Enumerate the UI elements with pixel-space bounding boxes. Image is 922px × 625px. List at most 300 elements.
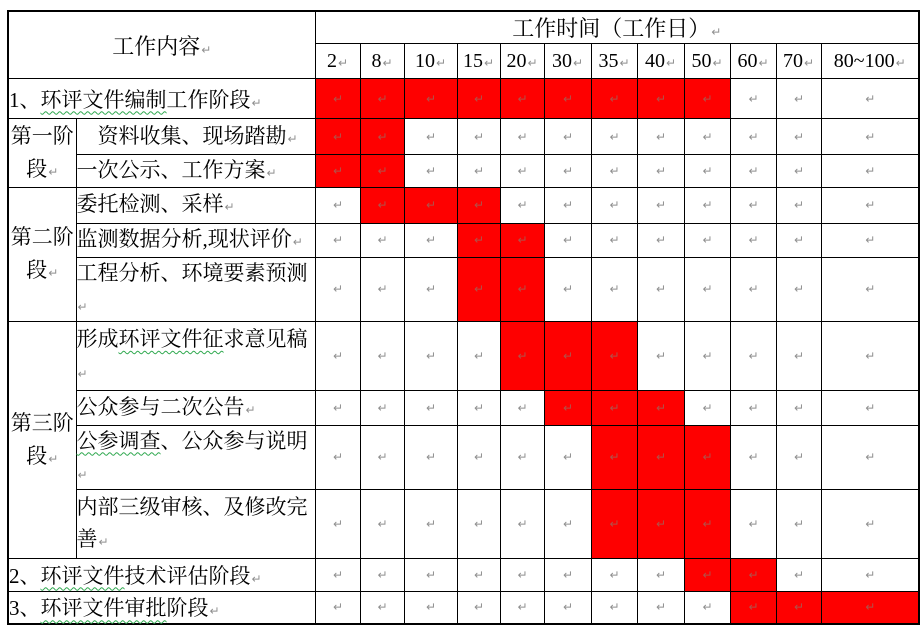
- paragraph-mark-icon: ↵: [865, 348, 876, 363]
- paragraph-mark-icon: ↵: [473, 198, 485, 212]
- gantt-cell: [360, 591, 404, 624]
- gantt-bar-cell: [544, 390, 591, 425]
- gantt-cell: [404, 425, 457, 489]
- gantt-cell: [730, 390, 776, 425]
- gantt-cell: [315, 257, 360, 321]
- gantt-cell: [730, 187, 776, 223]
- paragraph-mark-icon: ↵: [655, 516, 667, 531]
- paragraph-mark-icon: ↵: [251, 571, 262, 586]
- schedule-row: [8, 425, 919, 489]
- paragraph-mark-icon: ↵: [48, 451, 59, 466]
- gantt-cell: [591, 558, 637, 591]
- paragraph-mark-icon: ↵: [702, 91, 713, 106]
- gantt-cell: [315, 425, 360, 489]
- paragraph-mark-icon: ↵: [425, 450, 437, 464]
- task-label: [76, 119, 315, 155]
- paragraph-mark-icon: ↵: [517, 450, 528, 464]
- gantt-cell: [730, 79, 776, 119]
- gantt-cell: [821, 558, 919, 591]
- paragraph-mark-icon: ↵: [655, 348, 667, 363]
- paragraph-mark-icon: ↵: [793, 400, 805, 415]
- paragraph-mark-icon: ↵: [609, 516, 620, 531]
- paragraph-mark-icon: ↵: [209, 604, 220, 619]
- gantt-cell: [404, 591, 457, 624]
- paragraph-mark-icon: ↵: [702, 516, 713, 531]
- header-time-title: [315, 11, 919, 44]
- paragraph-mark-icon: ↵: [748, 516, 759, 531]
- task-label: [76, 223, 315, 257]
- phase-label: [8, 187, 76, 321]
- phase-label: [8, 321, 76, 558]
- gantt-cell: [404, 558, 457, 591]
- gantt-cell: [500, 119, 544, 155]
- paragraph-mark-icon: ↵: [377, 282, 388, 296]
- paragraph-mark-icon: ↵: [201, 42, 212, 57]
- paragraph-mark-icon: ↵: [425, 516, 437, 531]
- gantt-cell: [684, 223, 730, 257]
- paragraph-mark-icon: ↵: [748, 400, 759, 415]
- gantt-cell: [684, 155, 730, 188]
- gantt-bar-cell: [360, 79, 404, 119]
- paragraph-mark-icon: ↵: [425, 567, 437, 582]
- paragraph-mark-icon: ↵: [793, 348, 805, 363]
- paragraph-mark-icon: ↵: [377, 233, 388, 247]
- paragraph-mark-icon: ↵: [332, 567, 344, 582]
- phase-text: 第一阶段: [10, 124, 74, 181]
- paragraph-mark-icon: ↵: [562, 600, 574, 615]
- paragraph-mark-icon: ↵: [377, 91, 388, 106]
- gantt-cell: [776, 425, 821, 489]
- paragraph-mark-icon: ↵: [435, 55, 447, 70]
- paragraph-mark-icon: ↵: [562, 163, 574, 178]
- gantt-bar-cell: [684, 425, 730, 489]
- schedule-row: [8, 155, 919, 188]
- paragraph-mark-icon: ↵: [425, 163, 437, 178]
- gantt-bar-cell: [684, 558, 730, 591]
- time-column-label: 15: [462, 49, 483, 72]
- paragraph-mark-icon: ↵: [609, 600, 620, 615]
- paragraph-mark-icon: ↵: [517, 516, 528, 531]
- paragraph-mark-icon: ↵: [702, 198, 713, 212]
- gantt-cell: [315, 591, 360, 624]
- gantt-bar-cell: [500, 257, 544, 321]
- paragraph-mark-icon: ↵: [793, 567, 805, 582]
- gantt-bar-cell: [637, 425, 684, 489]
- gantt-bar-cell: [591, 489, 637, 558]
- phase-label: [8, 119, 76, 188]
- gantt-bar-cell: [360, 119, 404, 155]
- gantt-cell: [637, 223, 684, 257]
- gantt-bar-cell: [821, 591, 919, 624]
- row-label: [8, 79, 315, 119]
- paragraph-mark-icon: ↵: [332, 233, 344, 247]
- schedule-row: [8, 489, 919, 558]
- gantt-bar-cell: [591, 390, 637, 425]
- paragraph-mark-icon: ↵: [865, 450, 876, 464]
- gantt-cell: [591, 187, 637, 223]
- gantt-cell: [776, 155, 821, 188]
- paragraph-mark-icon: ↵: [865, 198, 876, 212]
- misspelled-text: 公参调查: [76, 428, 161, 453]
- gantt-cell: [544, 119, 591, 155]
- time-column-label: 40: [644, 49, 665, 72]
- gantt-cell: [821, 79, 919, 119]
- paragraph-mark-icon: ↵: [425, 282, 437, 296]
- phase-text: 第二阶段: [10, 225, 74, 282]
- paragraph-mark-icon: ↵: [803, 55, 815, 70]
- paragraph-mark-icon: ↵: [562, 91, 574, 106]
- gantt-cell: [500, 425, 544, 489]
- paragraph-mark-icon: ↵: [702, 129, 713, 144]
- paragraph-mark-icon: ↵: [572, 55, 584, 70]
- task-label: [76, 489, 315, 558]
- gantt-cell: [591, 119, 637, 155]
- gantt-cell: [544, 187, 591, 223]
- gantt-cell: [637, 558, 684, 591]
- gantt-cell: [404, 257, 457, 321]
- paragraph-mark-icon: ↵: [332, 600, 344, 615]
- time-column-header: [457, 44, 500, 79]
- paragraph-mark-icon: ↵: [562, 400, 574, 415]
- schedule-body: [8, 79, 919, 625]
- paragraph-mark-icon: ↵: [665, 55, 677, 70]
- paragraph-mark-icon: ↵: [473, 91, 485, 106]
- paragraph-mark-icon: ↵: [702, 348, 713, 363]
- gantt-bar-cell: [315, 155, 360, 188]
- gantt-cell: [730, 119, 776, 155]
- gantt-cell: [730, 425, 776, 489]
- gantt-bar-cell: [591, 79, 637, 119]
- gantt-cell: [457, 155, 500, 188]
- gantt-cell: [544, 558, 591, 591]
- gantt-cell: [776, 489, 821, 558]
- paragraph-mark-icon: ↵: [758, 55, 769, 70]
- schedule-row: [8, 187, 919, 223]
- label-text: 、公众参与说明: [160, 428, 308, 453]
- paragraph-mark-icon: ↵: [562, 233, 574, 247]
- gantt-cell: [637, 187, 684, 223]
- paragraph-mark-icon: ↵: [517, 129, 528, 144]
- label-text: 内部三级审核、及修改完善: [76, 495, 308, 551]
- gantt-bar-cell: [315, 119, 360, 155]
- gantt-cell: [684, 257, 730, 321]
- gantt-cell: [821, 390, 919, 425]
- paragraph-mark-icon: ↵: [793, 450, 805, 464]
- phase-text: 第三阶段: [10, 410, 74, 468]
- paragraph-mark-icon: ↵: [377, 450, 388, 464]
- paragraph-mark-icon: ↵: [517, 400, 528, 415]
- time-column-header: [315, 44, 360, 79]
- paragraph-mark-icon: ↵: [748, 233, 759, 247]
- gantt-cell: [404, 321, 457, 390]
- paragraph-mark-icon: ↵: [793, 233, 805, 247]
- gantt-bar-cell: [684, 79, 730, 119]
- paragraph-mark-icon: ↵: [655, 282, 667, 296]
- gantt-cell: [500, 489, 544, 558]
- time-column-header: [544, 44, 591, 79]
- label-text: 工程分析、环境要素预测: [76, 260, 308, 285]
- gantt-bar-cell: [360, 155, 404, 188]
- gantt-bar-cell: [315, 79, 360, 119]
- gantt-cell: [591, 257, 637, 321]
- paragraph-mark-icon: ↵: [748, 450, 759, 464]
- paragraph-mark-icon: ↵: [377, 567, 388, 582]
- gantt-cell: [730, 223, 776, 257]
- task-label: [76, 257, 315, 321]
- paragraph-mark-icon: ↵: [517, 163, 528, 178]
- paragraph-mark-icon: ↵: [702, 163, 713, 178]
- paragraph-mark-icon: ↵: [562, 129, 574, 144]
- label-text: 一次公示、工作方案: [76, 158, 266, 182]
- time-column-label: 35: [598, 49, 619, 72]
- paragraph-mark-icon: ↵: [377, 129, 388, 144]
- gantt-bar-cell: [730, 591, 776, 624]
- label-text: 技术评估阶段: [124, 563, 251, 588]
- paragraph-mark-icon: ↵: [702, 282, 713, 296]
- gantt-cell: [730, 489, 776, 558]
- paragraph-mark-icon: ↵: [609, 163, 620, 178]
- task-label: [76, 390, 315, 425]
- gantt-cell: [500, 155, 544, 188]
- misspelled-text: 环评文件征: [118, 327, 224, 351]
- paragraph-mark-icon: ↵: [609, 567, 620, 582]
- gantt-cell: [544, 155, 591, 188]
- gantt-cell: [776, 79, 821, 119]
- paragraph-mark-icon: ↵: [332, 198, 344, 212]
- paragraph-mark-icon: ↵: [609, 198, 620, 212]
- label-text: 形成: [76, 327, 119, 351]
- task-label: [76, 187, 315, 223]
- gantt-cell: [821, 155, 919, 188]
- paragraph-mark-icon: ↵: [793, 163, 805, 178]
- paragraph-mark-icon: ↵: [473, 600, 485, 615]
- misspelled-text: 环评文件审批: [40, 596, 167, 621]
- paragraph-mark-icon: ↵: [473, 282, 485, 296]
- gantt-cell: [404, 489, 457, 558]
- time-column-header: [730, 44, 776, 79]
- paragraph-mark-icon: ↵: [562, 567, 574, 582]
- paragraph-mark-icon: ↵: [425, 91, 437, 106]
- gantt-cell: [457, 425, 500, 489]
- paragraph-mark-icon: ↵: [655, 129, 667, 144]
- gantt-cell: [404, 223, 457, 257]
- work-content-label: 工作内容: [112, 33, 201, 59]
- paragraph-mark-icon: ↵: [748, 567, 759, 582]
- time-column-label: 60: [737, 49, 758, 72]
- paragraph-mark-icon: ↵: [702, 233, 713, 247]
- paragraph-mark-icon: ↵: [332, 91, 344, 106]
- paragraph-mark-icon: ↵: [655, 567, 667, 582]
- paragraph-mark-icon: ↵: [655, 450, 667, 464]
- paragraph-mark-icon: ↵: [609, 282, 620, 296]
- row-label: [8, 591, 315, 624]
- time-column-header: [500, 44, 544, 79]
- time-title-label: 工作时间（工作日）: [512, 16, 711, 41]
- label-text: 2、: [9, 563, 41, 588]
- gantt-cell: [730, 257, 776, 321]
- gantt-bar-cell: [544, 79, 591, 119]
- paragraph-mark-icon: ↵: [793, 198, 805, 212]
- paragraph-mark-icon: ↵: [77, 468, 88, 482]
- paragraph-mark-icon: ↵: [562, 282, 574, 296]
- paragraph-mark-icon: ↵: [377, 198, 388, 212]
- schedule-row: [8, 257, 919, 321]
- gantt-cell: [500, 558, 544, 591]
- paragraph-mark-icon: ↵: [702, 600, 713, 615]
- gantt-cell: [315, 223, 360, 257]
- gantt-cell: [684, 119, 730, 155]
- paragraph-mark-icon: ↵: [266, 166, 277, 180]
- paragraph-mark-icon: ↵: [895, 55, 906, 70]
- time-column-label: 50: [691, 49, 712, 72]
- label-text: 公众参与二次公告: [76, 394, 245, 419]
- paragraph-mark-icon: ↵: [793, 600, 805, 615]
- paragraph-mark-icon: ↵: [562, 348, 574, 363]
- gantt-cell: [315, 321, 360, 390]
- gantt-cell: [776, 321, 821, 390]
- gantt-cell: [544, 223, 591, 257]
- task-label: [76, 425, 315, 489]
- schedule-row: [8, 119, 919, 155]
- gantt-cell: [684, 321, 730, 390]
- paragraph-mark-icon: ↵: [483, 55, 495, 70]
- paragraph-mark-icon: ↵: [425, 198, 437, 212]
- gantt-cell: [404, 155, 457, 188]
- paragraph-mark-icon: ↵: [865, 129, 876, 144]
- gantt-cell: [360, 489, 404, 558]
- paragraph-mark-icon: ↵: [245, 402, 256, 417]
- misspelled-text: 环评文件: [40, 563, 125, 588]
- paragraph-mark-icon: ↵: [332, 450, 344, 464]
- gantt-cell: [544, 591, 591, 624]
- paragraph-mark-icon: ↵: [77, 366, 88, 381]
- paragraph-mark-icon: ↵: [655, 600, 667, 615]
- paragraph-mark-icon: ↵: [793, 516, 805, 531]
- paragraph-mark-icon: ↵: [251, 95, 262, 110]
- gantt-cell: [637, 257, 684, 321]
- gantt-cell: [457, 489, 500, 558]
- paragraph-mark-icon: ↵: [332, 163, 344, 178]
- misspelled-text: 环评文件编制: [40, 87, 167, 112]
- task-label: [76, 321, 315, 390]
- paragraph-mark-icon: ↵: [702, 450, 713, 464]
- paragraph-mark-icon: ↵: [748, 282, 759, 296]
- time-column-label: 80~100: [833, 49, 895, 72]
- gantt-cell: [457, 119, 500, 155]
- gantt-cell: [360, 321, 404, 390]
- header-row-top: [8, 11, 919, 44]
- gantt-cell: [457, 321, 500, 390]
- paragraph-mark-icon: ↵: [609, 129, 620, 144]
- gantt-cell: [637, 155, 684, 188]
- gantt-bar-cell: [544, 321, 591, 390]
- gantt-cell: [315, 558, 360, 591]
- paragraph-mark-icon: ↵: [517, 198, 528, 212]
- schedule-row: [8, 591, 919, 624]
- gantt-cell: [821, 223, 919, 257]
- paragraph-mark-icon: ↵: [562, 516, 574, 531]
- gantt-cell: [360, 223, 404, 257]
- paragraph-mark-icon: ↵: [48, 164, 59, 179]
- paragraph-mark-icon: ↵: [517, 282, 528, 296]
- gantt-cell: [360, 390, 404, 425]
- paragraph-mark-icon: ↵: [865, 400, 876, 415]
- paragraph-mark-icon: ↵: [748, 163, 759, 178]
- paragraph-mark-icon: ↵: [865, 91, 876, 106]
- time-column-header: [776, 44, 821, 79]
- paragraph-mark-icon: ↵: [337, 55, 349, 70]
- gantt-bar-cell: [591, 425, 637, 489]
- time-column-header: [821, 44, 919, 79]
- gantt-cell: [684, 390, 730, 425]
- gantt-cell: [821, 425, 919, 489]
- gantt-cell: [315, 390, 360, 425]
- paragraph-mark-icon: ↵: [748, 91, 759, 106]
- paragraph-mark-icon: ↵: [865, 282, 876, 296]
- paragraph-mark-icon: ↵: [473, 348, 485, 363]
- gantt-bar-cell: [457, 79, 500, 119]
- label-text: 3、: [9, 596, 41, 621]
- paragraph-mark-icon: ↵: [702, 567, 713, 582]
- gantt-cell: [776, 257, 821, 321]
- paragraph-mark-icon: ↵: [517, 600, 528, 615]
- paragraph-mark-icon: ↵: [332, 516, 344, 531]
- paragraph-mark-icon: ↵: [48, 266, 59, 280]
- paragraph-mark-icon: ↵: [865, 163, 876, 178]
- paragraph-mark-icon: ↵: [377, 348, 388, 363]
- schedule-row: [8, 223, 919, 257]
- time-column-label: 10: [414, 49, 435, 72]
- paragraph-mark-icon: ↵: [527, 55, 538, 70]
- paragraph-mark-icon: ↵: [382, 55, 393, 70]
- gantt-cell: [591, 223, 637, 257]
- paragraph-mark-icon: ↵: [473, 129, 485, 144]
- gantt-bar-cell: [776, 591, 821, 624]
- paragraph-mark-icon: ↵: [377, 163, 388, 178]
- gantt-cell: [457, 591, 500, 624]
- paragraph-mark-icon: ↵: [377, 516, 388, 531]
- paragraph-mark-icon: ↵: [517, 567, 528, 582]
- gantt-bar-cell: [457, 257, 500, 321]
- paragraph-mark-icon: ↵: [609, 450, 620, 464]
- paragraph-mark-icon: ↵: [224, 200, 235, 215]
- gantt-cell: [821, 187, 919, 223]
- schedule-row: [8, 558, 919, 591]
- label-text: 阶段: [166, 596, 209, 621]
- paragraph-mark-icon: ↵: [562, 198, 574, 212]
- label-text: 求意见稿: [223, 327, 308, 351]
- gantt-cell: [544, 257, 591, 321]
- paragraph-mark-icon: ↵: [425, 348, 437, 363]
- gantt-cell: [500, 187, 544, 223]
- gantt-bar-cell: [500, 79, 544, 119]
- gantt-cell: [730, 321, 776, 390]
- paragraph-mark-icon: ↵: [292, 235, 303, 250]
- gantt-cell: [776, 119, 821, 155]
- gantt-cell: [315, 489, 360, 558]
- gantt-bar-cell: [500, 223, 544, 257]
- paragraph-mark-icon: ↵: [332, 129, 344, 144]
- task-label: [76, 155, 315, 188]
- paragraph-mark-icon: ↵: [748, 600, 759, 615]
- gantt-cell: [684, 591, 730, 624]
- gantt-cell: [457, 390, 500, 425]
- paragraph-mark-icon: ↵: [425, 600, 437, 615]
- paragraph-mark-icon: ↵: [77, 300, 88, 314]
- gantt-cell: [360, 558, 404, 591]
- schedule-row: [8, 390, 919, 425]
- paragraph-mark-icon: ↵: [473, 567, 485, 582]
